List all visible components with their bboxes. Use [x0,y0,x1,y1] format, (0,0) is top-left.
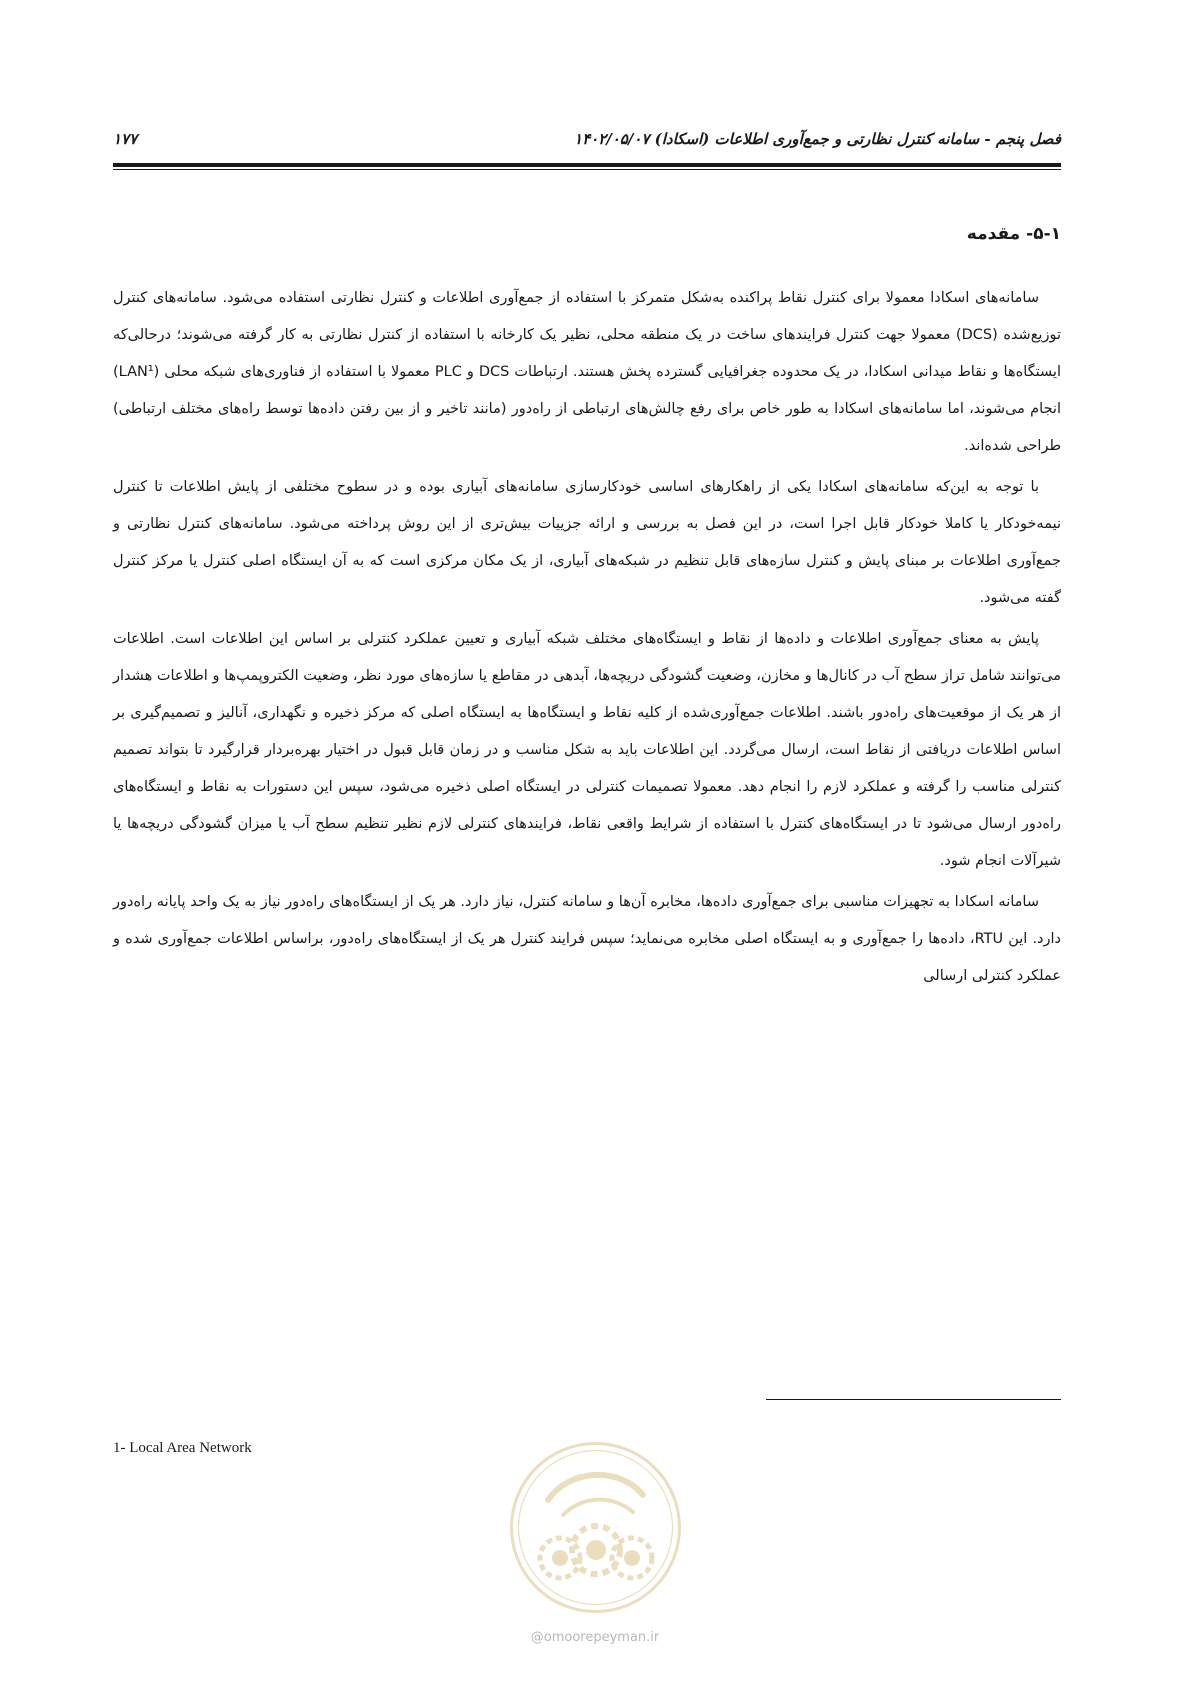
running-title: فصل پنجم - سامانه کنترل نظارتی و جمع‌آوری اطلاعات (اسکادا) ۱۴۰۲/۰۵/۰۷ [574,130,1061,148]
header-rule-thin [113,169,1061,170]
paragraph: پایش به معنای جمع‌آوری اطلاعات و داده‌ها از نقاط و ایستگاه‌های مختلف شبکه آبیاری و تعیین عملکرد کنترلی بر اساس این اطلاعات است. اطلاعات می‌توانند شامل تراز سطح آب در کانال‌ها و مخازن، وضعیت گشودگی دریچه‌ها، آبدهی در مقاطع یا سازه‌های مورد نظر، وضعیت الکتروپمپ‌ها و اطلاعات هشدار از هر یک از موقعیت‌های راه‌دور باشند. اطلاعات جمع‌آوری‌شده از کلیه نقاط و ایستگاه‌ها به ایستگاه اصلی که مرکز ذخیره و نگهداری، آنالیز و تصمیم‌گیری بر اساس اطلاعات دریافتی از نقاط است، ارسال می‌گردد. این اطلاعات باید به شکل مناسب و در زمان قابل قبول در اختیار بهره‌بردار قرارگیرد تا بتواند تصمیم کنترلی مناسب را گرفته و عملکرد لازم را انجام دهد. معمولا تصمیمات کنترلی در ایستگاه اصلی ذخیره می‌شود، سپس این دستورات به نقاط و ایستگاه‌های راه‌دور ارسال می‌شود تا در ایستگاه‌های کنترل با استفاده از شرایط واقعی نقاط، فرایندهای کنترلی لازم نظیر تنظیم سطح آب یا میزان گشودگی دریچه‌ها یا شیرآلات انجام شود. [113,631,1061,869]
header-rule-thick [113,163,1061,167]
watermark-logo [508,1440,683,1615]
watermark-url: @omoorepeyman.ir [530,1630,660,1645]
footnote: 1- Local Area Network [113,1440,252,1456]
paragraph: سامانه‌های اسکادا معمولا برای کنترل نقاط پراکنده به‌شکل متمرکز با استفاده از جمع‌آوری اطلاعات و کنترل نظارتی استفاده می‌شود. سامانه‌های کنترل توزیع‌شده (DCS) معمولا جهت کنترل فرایندهای ساخت در یک منطقه محلی، نظیر یک کارخانه با استفاده از کنترل نظارتی به کار گرفته می‌شوند؛ درحالی‌که ایستگاه‌ها و نقاط میدانی اسکادا، در یک محدوده جغرافیایی گسترده پخش هستند. ارتباطات DCS و PLC معمولا با استفاده از فناوری‌های شبکه محلی (LAN¹) انجام می‌شوند، اما سامانه‌های اسکادا به طور خاص برای رفع چالش‌های ارتباطی از راه‌دور (مانند تاخیر و از بین رفتن داده‌ها توسط راه‌های مختلف ارتباطی) طراحی شده‌اند. [113,290,1061,454]
page-number: ۱۷۷ [113,130,138,148]
body-text [113,280,1061,999]
running-header [113,128,1061,154]
paragraph: با توجه به این‌که سامانه‌های اسکادا یکی از راهکارهای اساسی خودکارسازی سامانه‌های آبیاری بوده و در سطوح مختلفی از پایش اطلاعات تا کنترل نیمه‌خودکار یا کاملا خودکار قابل اجرا است، در این فصل به بررسی و ارائه جزییات بیش‌تری از این روش پرداخته می‌شود. سامانه‌های کنترل نظارتی و جمع‌آوری اطلاعات بر مبنای پایش و کنترل سازه‌های قابل تنظیم در شبکه‌های آبیاری، از یک مکان مرکزی است که به آن ایستگاه اصلی کنترل یا مرکز کنترل گفته می‌شود. [113,479,1061,606]
section-heading: ۵-۱- مقدمه [966,224,1061,244]
paragraph: سامانه اسکادا به تجهیزات مناسبی برای جمع‌آوری داده‌ها، مخابره آن‌ها و سامانه کنترل، نیاز دارد. هر یک از ایستگاه‌های راه‌دور نیاز به یک واحد پایانه راه‌دور دارد. این RTU، داده‌ها را جمع‌آوری و به ایستگاه اصلی مخابره می‌نماید؛ سپس فرایند کنترل هر یک از ایستگاه‌های راه‌دور، براساس اطلاعات جمع‌آوری شده و عملکرد کنترلی ارسالی [113,894,1061,984]
footnote-rule [766,1399,1061,1400]
